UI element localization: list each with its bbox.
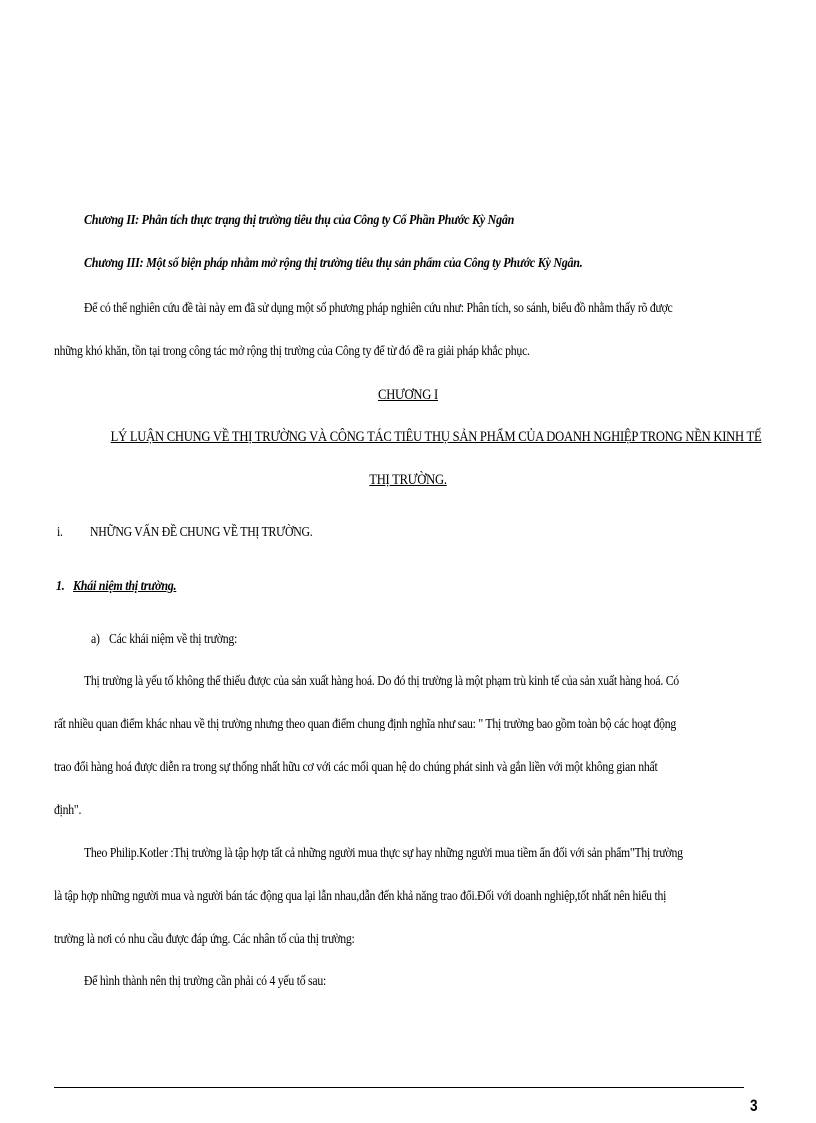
kotler-line-3: trường là nơi có nhu cầu được đáp ứng. Các nhân tố của thị trường: [54, 932, 355, 947]
subsection-number: 1. [56, 579, 65, 594]
item-a-title: Các khái niệm về thị trường: [109, 632, 238, 647]
kotler-line-1: Theo Philip.Kotler :Thị trường là tập hợp tất cả những người mua thực sự hay những người mua tiềm ẩn đối với sản phẩm"Thị trường [84, 846, 683, 861]
definition-line-4: định". [54, 803, 82, 818]
definition-line-1: Thị trường là yếu tố không thể thiếu được của sản xuất hàng hoá. Do đó thị trường là một phạm trù kinh tế của sản xuất hàng hoá. Có [84, 674, 679, 689]
chapter-title-line-1: LÝ LUẬN CHUNG VỀ THỊ TRƯỜNG VÀ CÔNG TÁC TIÊU THỤ SẢN PHẨM CỦA DOANH NGHIỆP TRONG NỀN KINH TẾ [110, 429, 762, 445]
definition-line-2: rất nhiều quan điểm khác nhau về thị trường nhưng theo quan điểm chung định nghĩa như sau: " Thị trường bao gồm toàn bộ các hoạt động [54, 717, 677, 732]
section-numeral: i. [57, 525, 63, 540]
section-title: NHỮNG VẤN ĐỀ CHUNG VỀ THỊ TRƯỜNG. [90, 525, 313, 540]
subsection-title: Khái niệm thị trường. [73, 579, 177, 594]
chapter-3-line: Chương III: Một số biện pháp nhằm mở rộng thị trường tiêu thụ sản phẩm của Công ty Phước Kỳ Ngân. [84, 256, 583, 271]
definition-line-3: trao đổi hàng hoá được diễn ra trong sự thống nhất hữu cơ với các mối quan hệ do chúng phát sinh và gắn liền với một không gian nhất [54, 760, 658, 775]
factors-intro: Để hình thành nên thị trường cần phải có 4 yếu tố sau: [84, 974, 326, 989]
item-a-marker: a) [91, 632, 100, 647]
chapter-title-line-2: THỊ TRƯỜNG. [369, 472, 447, 488]
chapter-2-line: Chương II: Phân tích thực trạng thị trường tiêu thụ của Công ty Cổ Phần Phước Kỳ Ngân [84, 213, 515, 228]
kotler-line-2: là tập hợp những người mua và người bán tác động qua lại lẫn nhau,dẫn đến khả năng trao đổi.Đối với doanh nghiệp,tốt nhất nên hiểu thị [54, 889, 667, 904]
method-paragraph-line-2: những khó khăn, tồn tại trong công tác mở rộng thị trường của Công ty để từ đó đề ra giải pháp khắc phục. [54, 344, 530, 359]
method-paragraph-line-1: Để có thể nghiên cứu đề tài này em đã sử dụng một số phương pháp nghiên cứu như: Phân tích, so sánh, biểu đồ nhằm thấy rõ được [84, 301, 673, 316]
page-number: 3 [750, 1096, 758, 1115]
chapter-label: CHƯƠNG I [378, 387, 438, 403]
footer-rule [54, 1087, 744, 1088]
